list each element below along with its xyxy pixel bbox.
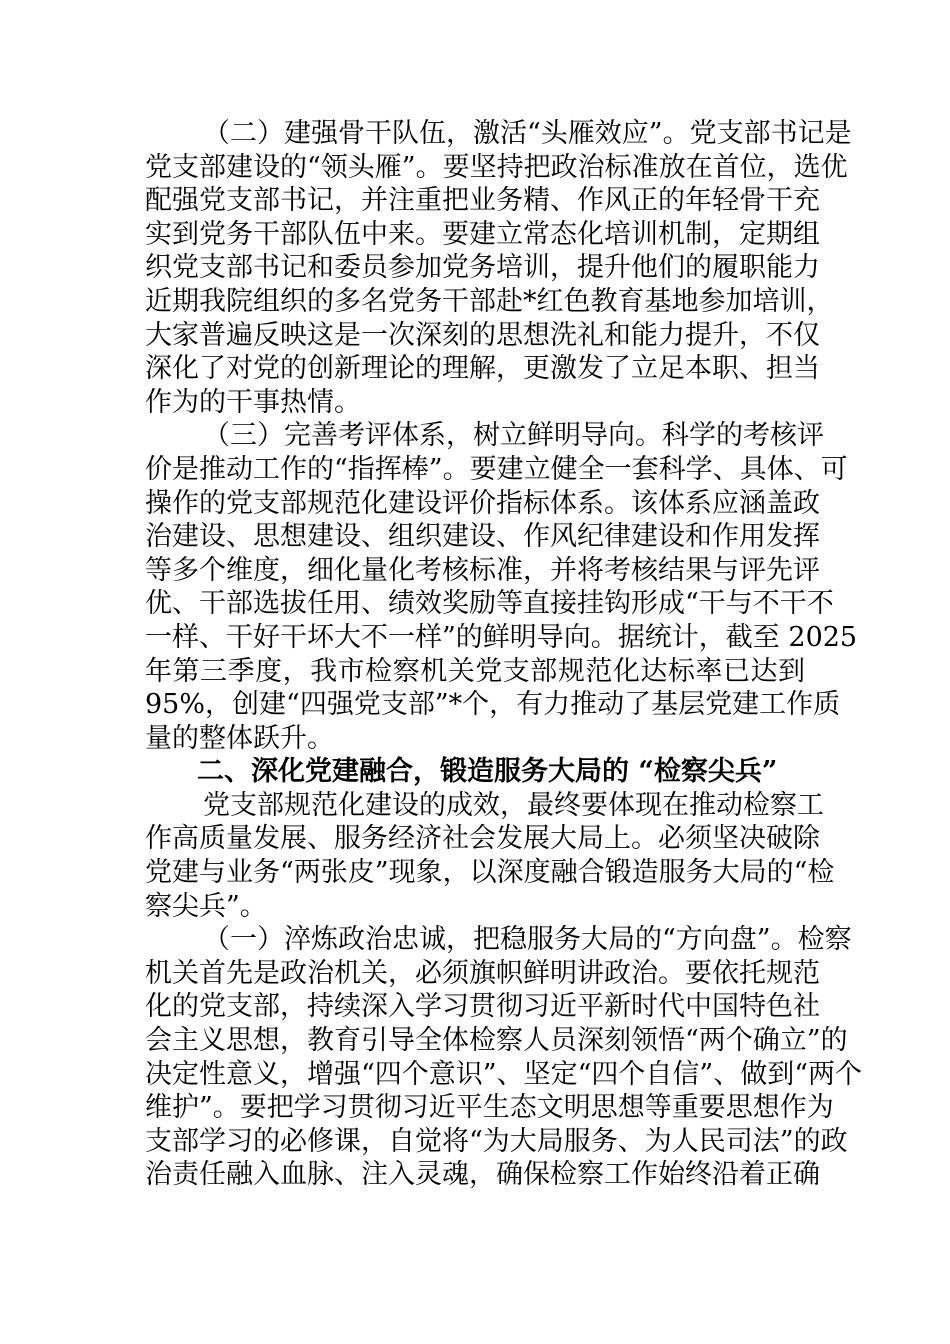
text-line: 决定性意义，增强“四个意识”、坚定“四个自信”、做到“两个 xyxy=(145,1058,863,1090)
text-line: 作为的干事热情。 xyxy=(145,386,361,418)
text-line: 治责任融入血脉、注入灵魂，确保检察工作始终沿着正确 xyxy=(145,1159,820,1191)
text-line: 深化了对党的创新理论的理解，更激发了立足本职、担当 xyxy=(145,353,820,385)
text-line: 等多个维度，细化量化考核标准，并将考核结果与评先评 xyxy=(145,554,820,586)
paragraph xyxy=(145,789,835,923)
text-line: （二）建强骨干队伍，激活“头雁效应”。党支部书记是 xyxy=(203,118,852,149)
text-line: （三）完善考评体系，树立鲜明导向。科学的考核评 xyxy=(203,420,824,452)
text-line: 治建设、思想建设、组织建设、作风纪律建设和作用发挥 xyxy=(145,521,820,553)
text-line: 党支部建设的“领头雁”。要坚持把政治标准放在首位，选优 xyxy=(145,151,848,183)
text-line: 价是推动工作的“指挥棒”。要建立健全一套科学、具体、可 xyxy=(145,453,848,485)
text-line: 年第三季度，我市检察机关党支部规范化达标率已达到 xyxy=(145,655,805,687)
text-line: 织党支部书记和委员参加党务培训，提升他们的履职能力 xyxy=(145,252,820,284)
text-line: 近期我院组织的多名党务干部赴*红色教育基地参加培训， xyxy=(145,285,834,317)
text-line: 大家普遍反映这是一次深刻的思想洗礼和能力提升，不仅 xyxy=(145,319,820,351)
text-line: 配强党支部书记，并注重把业务精、作风正的年轻骨干充 xyxy=(145,185,820,217)
text-line: 察尖兵”。 xyxy=(145,890,267,922)
text-line: 二、深化党建融合，锻造服务大局的 “检察尖兵” xyxy=(197,756,778,788)
text-line: 机关首先是政治机关，必须旗帜鲜明讲政治。要依托规范 xyxy=(145,957,820,989)
text-line: 维护”。要把学习贯彻习近平生态文明思想等重要思想作为 xyxy=(145,1092,834,1124)
text-line: 作高质量发展、服务经济社会发展大局上。必须坚决破除 xyxy=(145,823,820,855)
text-line: 操作的党支部规范化建设评价指标体系。该体系应涵盖政 xyxy=(145,487,820,519)
paragraph xyxy=(145,117,852,419)
text-line: 党支部规范化建设的成效，最终要体现在推动检察工 xyxy=(203,789,824,821)
text-line: 优、干部选拔任用、绩效奖励等直接挂钩形成“干与不干不 xyxy=(145,588,834,620)
text-line: 支部学习的必修课，自觉将“为大局服务、为人民司法”的政 xyxy=(145,1125,848,1157)
text-line: 一样、干好干坏大不一样”的鲜明导向。据统计，截至 2025 xyxy=(145,621,858,653)
text-line: （一）淬炼政治忠诚，把稳服务大局的“方向盘”。检察 xyxy=(203,924,852,956)
paragraph xyxy=(145,923,863,1192)
text-line: 化的党支部，持续深入学习贯彻习近平新时代中国特色社 xyxy=(145,991,820,1023)
text-line: 实到党务干部队伍中来。要建立常态化培训机制，定期组 xyxy=(145,218,820,250)
text-line: 党建与业务“两张皮”现象，以深度融合锻造服务大局的“检 xyxy=(145,857,835,889)
document-page xyxy=(145,117,863,1192)
paragraph xyxy=(145,419,858,755)
text-line: 95%，创建“四强党支部”*个，有力推动了基层党建工作质 xyxy=(145,689,841,721)
section-heading xyxy=(145,755,805,789)
text-line: 会主义思想，教育引导全体检察人员深刻领悟“两个确立”的 xyxy=(145,1025,848,1057)
text-line: 量的整体跃升。 xyxy=(145,722,334,754)
